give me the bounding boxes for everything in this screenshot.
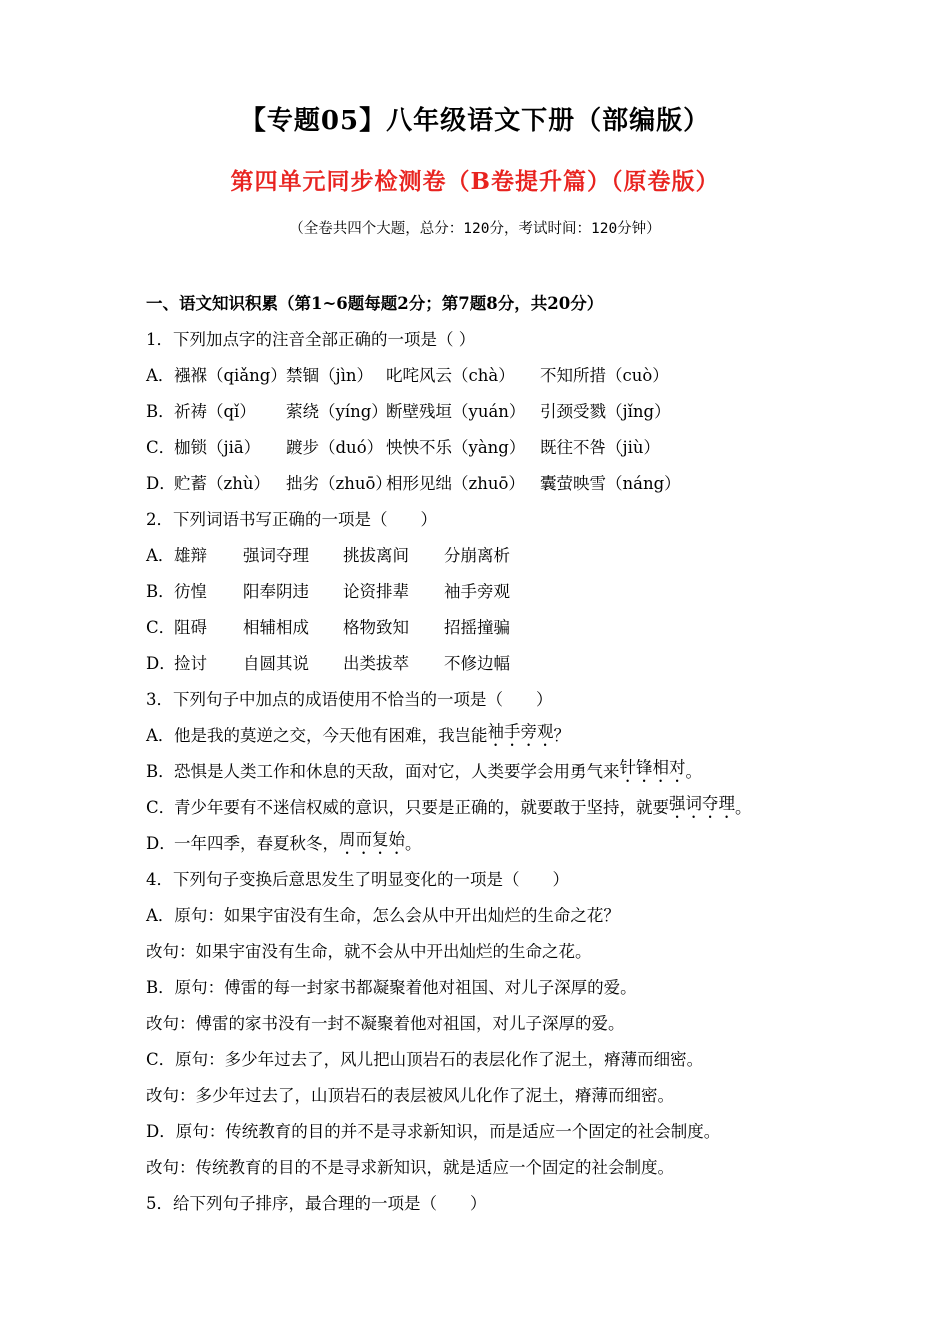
- sentence-line: C．原句：多少年过去了，风儿把山顶岩石的表层化作了泥土，瘠薄而细密。: [146, 1050, 704, 1069]
- option-word: 捡讨: [174, 654, 207, 673]
- question-2-stem: 2．下列词语书写正确的一项是（ ）: [146, 510, 437, 529]
- question-4-lines: [146, 898, 826, 1186]
- option-word: 出类拔萃: [343, 654, 409, 673]
- sentence-text: 一年四季，春夏秋冬，: [174, 834, 339, 853]
- sentence-line: D．原句：传统教育的目的并不是寻求新知识，而是适应一个固定的社会制度。: [146, 1122, 721, 1141]
- question-2-options: [146, 538, 826, 682]
- sentence-end: 。: [735, 798, 752, 817]
- option-row: [146, 646, 826, 682]
- option-word: 阻碍: [174, 618, 207, 637]
- sentence-text: 恐惧是人类工作和休息的天敌，面对它，人类要学会用勇气来: [174, 762, 620, 781]
- option-item: 怏怏不乐（yàng）: [386, 438, 526, 457]
- option-word: 格物致知: [343, 618, 409, 637]
- document-title: 【专题05】八年级语文下册（部编版）: [239, 106, 711, 136]
- option-word: 论资排辈: [343, 582, 409, 601]
- option-row: [146, 754, 826, 790]
- sentence-line: 改句：传统教育的目的不是寻求新知识，就是适应一个固定的社会制度。: [146, 1158, 674, 1177]
- option-item: 相形见绌（zhuō）: [386, 474, 525, 493]
- option-row: [146, 538, 826, 574]
- sentence-line: 改句：傅雷的家书没有一封不凝聚着他对祖国，对儿子深厚的爱。: [146, 1014, 625, 1033]
- option-label: D．: [146, 654, 176, 673]
- option-row: [146, 358, 826, 394]
- dotted-idiom: 周而复始: [339, 830, 405, 849]
- option-row: [146, 574, 826, 610]
- sentence-text: 青少年要有不迷信权威的意识，只要是正确的，就要敢于坚持，就要: [174, 798, 669, 817]
- option-word: 相辅相成: [243, 618, 309, 637]
- option-item: 囊萤映雪（náng）: [540, 474, 681, 493]
- option-label: D．: [146, 834, 176, 853]
- option-item: 祈祷（qǐ）: [174, 402, 256, 421]
- exam-info: （全卷共四个大题，总分：120分，考试时间：120分钟）: [289, 221, 661, 237]
- option-item: 叱咤风云（chà）: [386, 366, 515, 385]
- sentence-line: 改句：如果宇宙没有生命，就不会从中开出灿烂的生命之花。: [146, 942, 592, 961]
- question-4-stem: 4．下列句子变换后意思发生了明显变化的一项是（ ）: [146, 870, 569, 889]
- sentence-end: 。: [405, 834, 422, 853]
- option-item: 既往不咎（jiù）: [540, 438, 661, 457]
- option-word: 挑拔离间: [343, 546, 409, 565]
- option-row: [146, 466, 826, 502]
- option-word: 强词夺理: [243, 546, 309, 565]
- dotted-idiom: 针锋相对: [619, 758, 686, 777]
- option-word: 自圆其说: [243, 654, 309, 673]
- option-item: 断壁残垣（yuán）: [386, 402, 526, 421]
- sentence-line: A．原句：如果宇宙没有生命，怎么会从中开出灿烂的生命之花？: [146, 906, 620, 925]
- option-row: [146, 430, 826, 466]
- option-item: 踱步（duó）: [286, 438, 384, 457]
- sentence-line: 改句：多少年过去了，山顶岩石的表层被风儿化作了泥土，瘠薄而细密。: [146, 1086, 674, 1105]
- option-word: 雄辩: [174, 546, 207, 565]
- option-label: A．: [146, 726, 175, 745]
- option-label: C．: [146, 438, 176, 457]
- option-item: 贮蓄（zhù）: [174, 474, 270, 493]
- option-label: A．: [146, 366, 175, 385]
- question-1-options: [146, 358, 826, 502]
- option-word: 彷惶: [174, 582, 207, 601]
- question-body: [146, 286, 826, 1222]
- option-item: 枷锁（jiā）: [174, 438, 261, 457]
- sentence-end: 。: [685, 762, 702, 781]
- option-label: B．: [146, 402, 175, 421]
- option-label: C．: [146, 798, 176, 817]
- option-word: 阳奉阴违: [243, 582, 309, 601]
- option-word: 分崩离析: [444, 546, 510, 565]
- option-row: [146, 394, 826, 430]
- option-item: 拙劣（zhuō）: [286, 474, 392, 493]
- option-item: 禁锢（jìn）: [286, 366, 374, 385]
- option-label: B．: [146, 762, 175, 781]
- section-heading: 一、语文知识积累（第1~6题每题2分；第7题8分，共20分）: [146, 294, 604, 313]
- option-row: [146, 610, 826, 646]
- option-item: 引颈受戮（jǐng）: [540, 402, 671, 421]
- option-label: A．: [146, 546, 175, 565]
- option-item: 不知所措（cuò）: [540, 366, 669, 385]
- option-row: [146, 826, 826, 862]
- option-word: 不修边幅: [444, 654, 510, 673]
- option-item: 萦绕（yíng）: [286, 402, 388, 421]
- sentence-end: ？: [553, 726, 570, 745]
- option-row: [146, 718, 826, 754]
- option-word: 招摇撞骗: [444, 618, 510, 637]
- dotted-idiom: 袖手旁观: [487, 722, 554, 741]
- sentence-text: 他是我的莫逆之交，今天他有困难，我岂能: [174, 726, 488, 745]
- dotted-idiom: 强词夺理: [669, 794, 735, 813]
- option-item: 襁褓（qiǎng）: [174, 366, 287, 385]
- option-label: B．: [146, 582, 175, 601]
- question-3-stem: 3．下列句子中加点的成语使用不恰当的一项是（ ）: [146, 690, 553, 709]
- option-label: C．: [146, 618, 176, 637]
- question-5-stem: 5．给下列句子排序，最合理的一项是（ ）: [146, 1194, 487, 1213]
- option-row: [146, 790, 826, 826]
- question-3-options: [146, 718, 826, 862]
- question-1-stem: 1．下列加点字的注音全部正确的一项是（ ）: [146, 330, 476, 349]
- option-label: D．: [146, 474, 176, 493]
- option-word: 袖手旁观: [444, 582, 510, 601]
- document-subtitle: 第四单元同步检测卷（B卷提升篇）（原卷版）: [230, 168, 720, 195]
- sentence-line: B．原句：傅雷的每一封家书都凝聚着他对祖国、对儿子深厚的爱。: [146, 978, 637, 997]
